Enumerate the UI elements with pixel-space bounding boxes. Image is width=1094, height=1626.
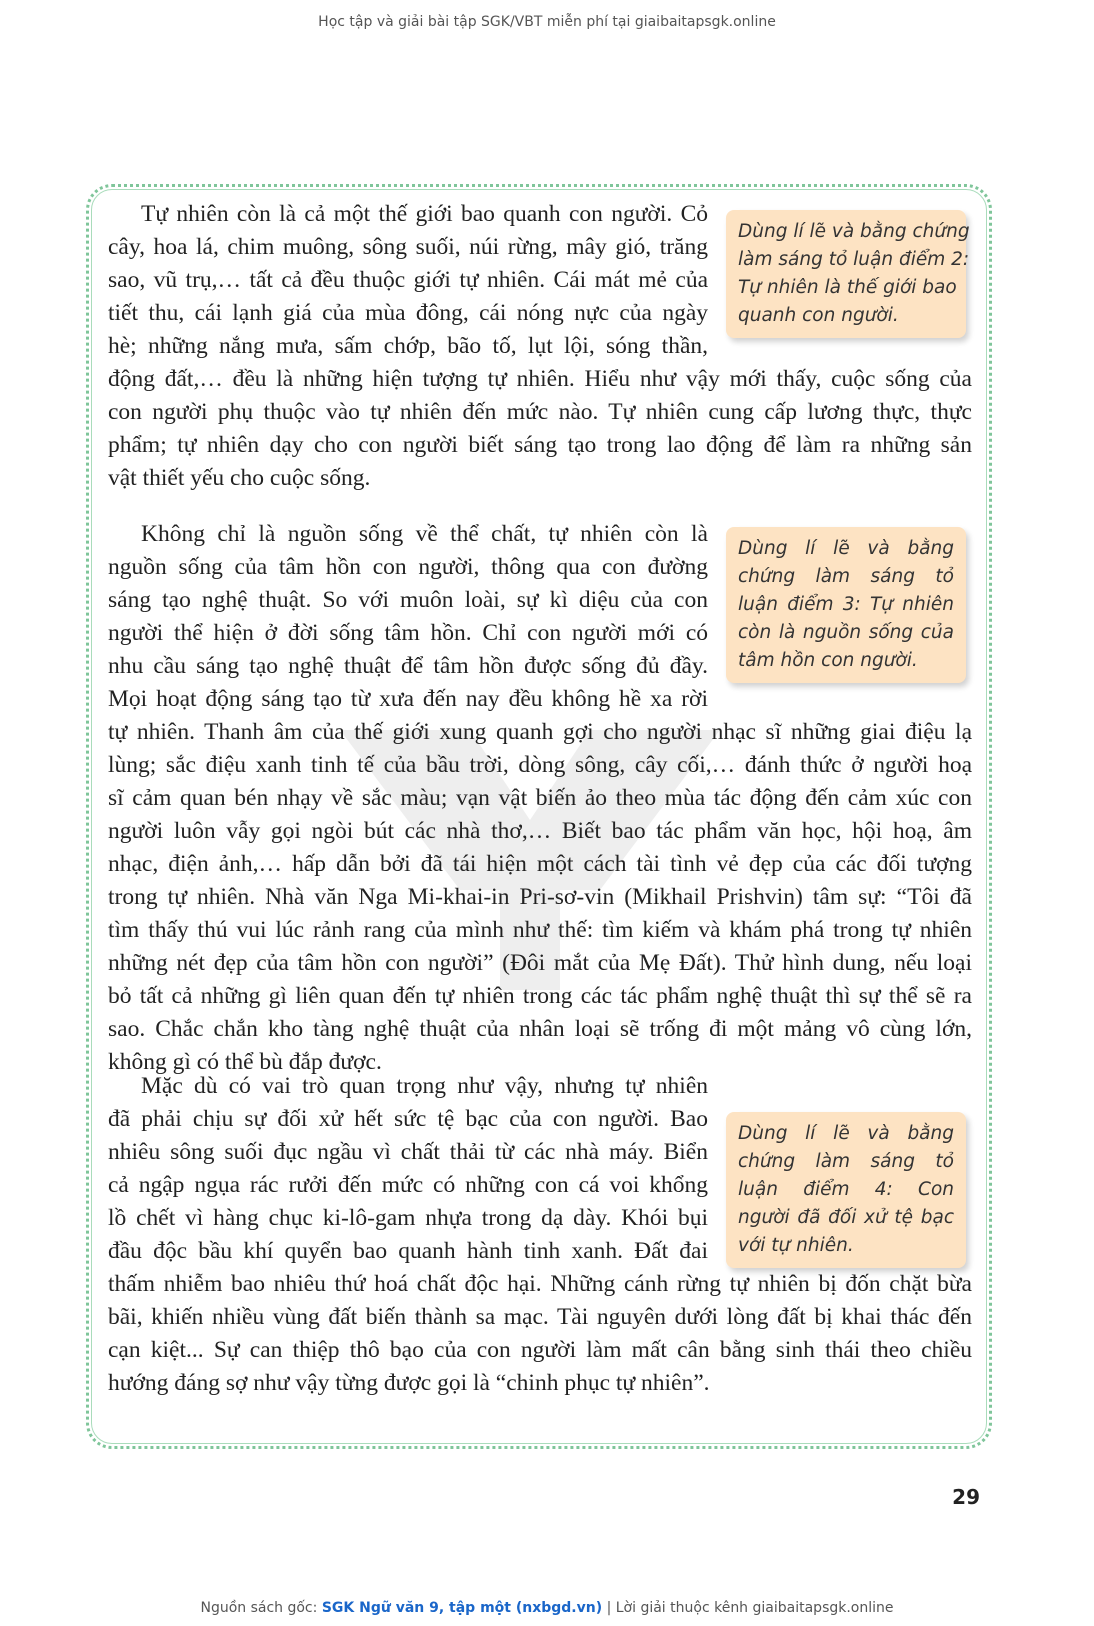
text-line: bãi, khiến nhiều vùng đất biến thành sa mạc. Tài nguyên dưới lòng đất bị khai thác đến [108, 1304, 972, 1330]
note-line: người đã đối xử tệ bạc [738, 1207, 954, 1228]
text-line: con người phụ thuộc vào tự nhiên đến mức nào. Tự nhiên cung cấp lương thực, thực [108, 399, 972, 425]
text-line: tiết thu, cái lạnh giá của mùa đông, cái nóng nực của ngày [108, 300, 708, 326]
site-header: Học tập và giải bài tập SGK/VBT miễn phí tại giaibaitapsgk.online [318, 14, 776, 30]
text-line: thấm nhiễm bao nhiêu thứ hoá chất độc hại. Những cánh rừng tự nhiên bị đốn chặt bừa [108, 1271, 972, 1297]
text-line: lồ chết vì hàng chục ki-lô-gam nhựa trong dạ dày. Khói bụi [108, 1205, 708, 1231]
note-line: làm sáng tỏ luận điểm 2: [738, 249, 970, 270]
text-line: đầu độc bầu khí quyển bao quanh hành tinh xanh. Đất đai [108, 1238, 708, 1264]
text-line: cây, hoa lá, chim muông, sông suối, núi rừng, mây gió, trăng [108, 234, 708, 260]
note-line: Tự nhiên là thế giới bao [738, 277, 957, 298]
text-line: không gì có thể bù đắp được. [108, 1049, 382, 1075]
text-line: hướng đáng sợ như vậy từng được gọi là “chinh phục tự nhiên”. [108, 1370, 710, 1396]
text-line: cạn kiệt... Sự can thiệp thô bạo của con người làm mất cân bằng sinh thái theo chiều [108, 1337, 972, 1363]
note-line: chứng làm sáng tỏ [738, 1151, 954, 1172]
side-note-3 [726, 1112, 966, 1268]
text-line: nhu cầu sáng tạo nghệ thuật để tâm hồn được sống đủ đầy. [108, 653, 708, 679]
side-note-1 [726, 210, 970, 338]
text-line: sĩ cảm quan bén nhạy về sắc màu; vạn vật biến ảo theo mùa tác động đến cảm xúc con [108, 785, 972, 811]
text-line: động đất,… đều là những hiện tượng tự nhiên. Hiểu như vậy mới thấy, cuộc sống của [108, 366, 972, 392]
text-line: sao. Chắc chắn kho tàng nghệ thuật của nhân loại sẽ trống đi một mảng vô cùng lớn, [108, 1016, 972, 1042]
text-line: sáng tạo nghệ thuật. So với muôn loài, sự kì diệu của con [108, 587, 708, 613]
text-line: lùng; sắc điệu xanh tinh tế của bầu trời, dòng sông, cây cối,… đánh thức ở người hoạ [108, 752, 972, 778]
text-line: cả ngập ngụa rác rưởi đến mức có những con cá voi khổng [108, 1172, 708, 1198]
text-line: nguồn sống của tâm hồn con người, thông qua con đường [108, 554, 708, 580]
note-line: còn là nguồn sống của [738, 622, 954, 643]
note-line: Dùng lí lẽ và bằng [738, 1123, 954, 1144]
text-line: những nét đẹp của tâm hồn con người” (Đôi mắt của Mẹ Đất). Thử hình dung, nếu loại [108, 950, 972, 976]
text-line: hè; những nắng mưa, sấm chớp, bão tố, lụt lội, sóng thần, [108, 333, 708, 359]
text-line: trong tự nhiên. Nhà văn Nga Mi-khai-in Pri-sơ-vin (Mikhail Prishvin) tâm sự: “Tôi đã [108, 884, 972, 910]
note-line: luận điểm 3: Tự nhiên [738, 594, 954, 615]
note-line: quanh con người. [738, 305, 899, 326]
note-line: luận điểm 4: Con [738, 1179, 954, 1200]
footer-prefix: Nguồn sách gốc: [200, 1600, 322, 1616]
text-line: sao, vũ trụ,… tất cả đều thuộc giới tự nhiên. Cái mát mẻ của [108, 267, 708, 293]
text-line: Mặc dù có vai trò quan trọng như vậy, nhưng tự nhiên [141, 1073, 708, 1099]
text-line: Không chỉ là nguồn sống về thể chất, tự nhiên còn là [141, 521, 708, 547]
note-line: Dùng lí lẽ và bằng [738, 538, 954, 559]
text-line: nhạc, điện ảnh,… hấp dẫn bởi đã tái hiện một cách tài tình vẻ đẹp của các đối tượng [108, 851, 972, 877]
text-line: Tự nhiên còn là cả một thế giới bao quanh con người. Cỏ [141, 201, 708, 227]
text-line: tự nhiên. Thanh âm của thế giới xung quanh gợi cho người nhạc sĩ những giai điệu lạ [108, 719, 972, 745]
footer-source-link[interactable]: SGK Ngữ văn 9, tập một (nxbgd.vn) [321, 1600, 603, 1616]
text-line: người luôn vẫy gọi ngòi bút các nhà thơ,… Biết bao tác phẩm văn học, hội hoạ, âm [108, 818, 972, 844]
footer-suffix: | Lời giải thuộc kênh giaibaitapsgk.online [602, 1600, 894, 1616]
side-note-2 [726, 527, 966, 683]
text-line: phẩm; tự nhiên dạy cho con người biết sáng tạo trong lao động để làm ra những sản [108, 432, 972, 458]
note-line: với tự nhiên. [738, 1235, 854, 1256]
text-line: tìm thấy thú vui lúc rảnh rang của mình như thế: tìm kiếm và khám phá trong tự nhiên [108, 917, 972, 943]
text-line: Mọi hoạt động sáng tạo từ xưa đến nay đều không hề xa rời [108, 686, 708, 712]
text-line: vật thiết yếu cho cuộc sống. [108, 465, 371, 491]
footer [0, 1600, 1094, 1616]
text-line: bỏ tất cả những gì liên quan đến tự nhiên trong các tác phẩm nghệ thuật thì sự thể sẽ ra [108, 983, 972, 1009]
text-line: nhiêu sông suối đục ngầu vì chất thải từ các nhà máy. Biển [108, 1139, 708, 1165]
text-line: người thể hiện ở đời sống tâm hồn. Chỉ con người mới có [108, 620, 708, 646]
note-line: Dùng lí lẽ và bằng chứng [738, 221, 970, 242]
text-line: đã phải chịu sự đối xử hết sức tệ bạc của con người. Bao [108, 1106, 708, 1132]
note-line: tâm hồn con người. [738, 650, 918, 671]
page-number: 29 [952, 1485, 980, 1509]
note-line: chứng làm sáng tỏ [738, 566, 954, 587]
